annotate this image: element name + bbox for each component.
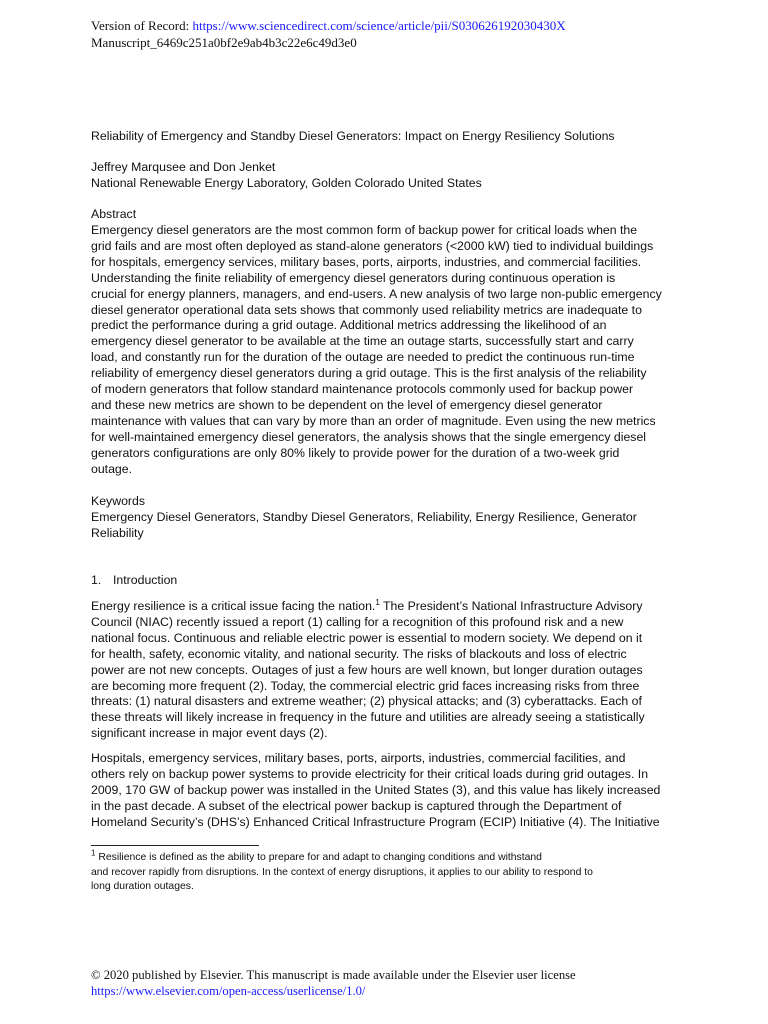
abstract-line: reliability of emergency diesel generators during a grid outage. This is the first analysis of the reliability xyxy=(91,366,647,381)
section-heading xyxy=(91,573,681,589)
paragraph-line: Homeland Security’s (DHS’s) Enhanced Critical Infrastructure Program (ECIP) Initiative (4). The Initiative xyxy=(91,814,660,829)
footnote-ref[interactable]: 1 xyxy=(375,597,380,607)
authors: Jeffrey Marqusee and Don Jenket xyxy=(91,160,276,174)
abstract-line: generators configurations are only 80% likely to provide power for the duration of a two-week grid xyxy=(91,445,620,460)
footnote xyxy=(91,848,681,895)
abstract-line: for hospitals, emergency services, military bases, ports, airports, industries, and commercial facilities. xyxy=(91,254,642,269)
version-url-link[interactable]: https://www.sciencedirect.com/science/article/pii/S030626192030430X xyxy=(192,18,566,33)
author-block xyxy=(91,160,681,192)
abstract-line: predict the performance during a grid outage. Additional metrics addressing the likelihood of an xyxy=(91,318,607,333)
paragraph-line: Council (NIAC) recently issued a report (1) calling for a recognition of this profound risk and a new xyxy=(91,614,624,629)
paragraph-line: others rely on backup power systems to provide electricity for their critical loads during grid outages. In xyxy=(91,766,649,781)
version-label: Version of Record: xyxy=(91,18,193,33)
paragraph-line: power are not new concepts. Outages of just a few hours are well known, but longer duration outages xyxy=(91,662,643,677)
keywords-heading: Keywords xyxy=(91,494,145,508)
abstract-line: diesel generator operational data sets shows that commonly used reliability metrics are inadequate to xyxy=(91,302,642,317)
paragraph-line: national focus. Continuous and reliable electric power is essential to modern society. We depend on it xyxy=(91,630,643,645)
paragraph-line: in the past decade. A subset of the electrical power backup is captured through the Department of xyxy=(91,798,622,813)
abstract-heading: Abstract xyxy=(91,207,137,221)
paragraph-line: are becoming more frequent (2). Today, the commercial electric grid faces increasing risks from three xyxy=(91,678,640,693)
abstract-text xyxy=(91,223,681,478)
page-footer xyxy=(91,967,576,999)
abstract-line: emergency diesel generator to be available at the time an outage starts, successfully start and carry xyxy=(91,334,634,349)
keywords-text xyxy=(91,510,681,542)
license-text: © 2020 published by Elsevier. This manuscript is made available under the Elsevier user license xyxy=(91,968,576,982)
abstract-line: Emergency diesel generators are the most common form of backup power for critical loads when the xyxy=(91,223,638,237)
affiliation: National Renewable Energy Laboratory, Golden Colorado United States xyxy=(91,175,482,190)
section-title: Introduction xyxy=(113,573,178,587)
version-of-record xyxy=(91,17,566,34)
footnote-divider xyxy=(91,845,259,846)
abstract-line: crucial for energy planners, managers, and end-users. A new analysis of two large non-public emergency xyxy=(91,286,662,301)
footnote-line: $^1$ Resilience is defined as the ability to prepare for and adapt to changing conditions and withstand xyxy=(91,848,542,863)
paragraph-line: Hospitals, emergency services, military bases, ports, airports, industries, commercial facilities, and xyxy=(91,751,626,765)
paragraph-line: threats: (1) natural disasters and extreme weather; (2) physical attacks; and (3) cyberattacks. Each of xyxy=(91,694,642,709)
abstract-line: of modern generators that follow standard maintenance protocols commonly used for backup power xyxy=(91,382,634,397)
section-number: 1. xyxy=(91,573,102,587)
paragraph-line: 2009, 170 GW of backup power was installed in the United States (3), and this value has likely increased xyxy=(91,782,661,797)
paragraph-line: these threats will likely increase in frequency in the future and utilities are already seeing a statistically xyxy=(91,710,645,725)
abstract-line: maintenance with values that can vary by more than an order of magnitude. Even using the new metrics xyxy=(91,413,656,428)
license-url-link[interactable]: https://www.elsevier.com/open-access/userlicense/1.0/ xyxy=(91,984,366,998)
keywords-line: Reliability xyxy=(91,525,144,540)
keywords-line: Emergency Diesel Generators, Standby Diesel Generators, Reliability, Energy Resilience, Generator xyxy=(91,510,637,524)
paragraph-line: Energy resilience is a critical issue facing the nation.$^1$ The President’s National Infrastructure Advisory xyxy=(91,597,643,613)
abstract-line: load, and constantly run for the duration of the outage are needed to predict the continuous run-time xyxy=(91,350,635,365)
manuscript-id: Manuscript_6469c251a0bf2e9ab4b3c22e6c49d3e0 xyxy=(91,35,357,50)
abstract-line: for well-maintained emergency diesel generators, the analysis shows that the single emergency diesel xyxy=(91,429,647,444)
abstract-line: grid fails and are most often deployed as stand-alone generators (<2000 kW) tied to individual buildings xyxy=(91,238,654,253)
footnote-line: long duration outages. xyxy=(91,881,194,892)
abstract-line: outage. xyxy=(91,461,133,476)
paper-title: Reliability of Emergency and Standby Diesel Generators: Impact on Energy Resiliency Solutions xyxy=(91,129,615,143)
paragraph-line: significant increase in major event days (2). xyxy=(91,726,328,741)
page-header xyxy=(91,17,566,51)
intro-paragraph-1 xyxy=(91,599,681,742)
intro-paragraph-2 xyxy=(91,751,681,831)
abstract-line: Understanding the finite reliability of emergency diesel generators during continuous operation is xyxy=(91,270,616,285)
abstract-line: and these new metrics are shown to be dependent on the level of emergency diesel generator xyxy=(91,397,603,412)
footnote-line: and recover rapidly from disruptions. In the context of energy disruptions, it applies to our ability to respond to xyxy=(91,866,593,878)
paragraph-line: for health, safety, economic vitality, and national security. The risks of blackouts and loss of electric xyxy=(91,646,627,661)
footnote-mark: 1 xyxy=(91,848,96,858)
